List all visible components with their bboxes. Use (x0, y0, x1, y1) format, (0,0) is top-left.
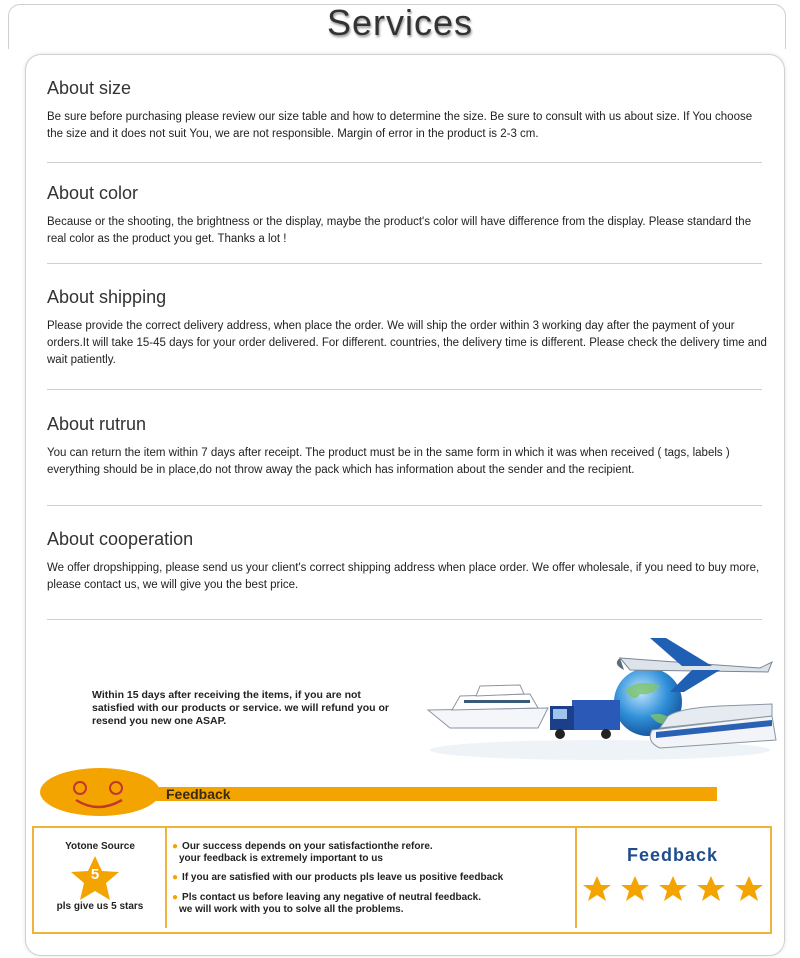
star-icon (583, 876, 611, 901)
section-body: Please provide the correct delivery address, when place the order. We will ship the order within 3 working day after the payment of your orders.It will take 15-45 days for your order delivered. For different. countries, the delivery time is different. Please check the delivery time and wait patiently. (47, 320, 767, 366)
star-icon (659, 876, 687, 901)
ship-icon (428, 685, 548, 728)
section-heading: About cooperation (47, 529, 194, 549)
star-icon (621, 876, 649, 901)
bullet-text: Pls contact us before leaving any negative of neutral feedback. (182, 892, 482, 903)
section-body: We offer dropshipping, please send us your client's correct shipping address when place order. We offer wholesale, if you need to buy more, please contact us, we will give you the best price. (47, 562, 760, 591)
refund-promo-text: Within 15 days after receiving the items, if you are not satisfied with our products or service. we will refund you or resend you new one ASAP. (92, 689, 389, 727)
source-name: Yotone Source (65, 841, 135, 852)
truck-icon (550, 700, 620, 739)
bullet-dot-icon: ● (172, 892, 179, 903)
divider (47, 162, 762, 163)
section-body: You can return the item within 7 days after receipt. The product must be in the same form in which it was when received ( tags, labels ) everything should be in place,do not throw away the pack which has information about the sender and the recipient. (47, 447, 730, 476)
bullet-text: Our success depends on your satisfactionthe refore. (182, 841, 433, 852)
section-about-color (47, 183, 767, 248)
feedback-bullet (172, 892, 481, 904)
feedback-bullet-continuation (179, 853, 383, 865)
feedback-bullet (172, 872, 503, 884)
star-icon (697, 876, 725, 901)
star-icon (735, 876, 763, 901)
section-body: Because or the shooting, the brightness or the display, maybe the product's color will have difference from the display. Please standard the real color as the product you get. Thanks a lot ! (47, 216, 752, 245)
bullet-text: we will work with you to solve all the problems. (179, 904, 404, 915)
feedback-title: Feedback (626, 845, 719, 865)
section-heading: About size (47, 78, 132, 98)
section-about-size (47, 78, 767, 143)
transport-illustration (420, 630, 780, 765)
five-stars-rating (582, 874, 767, 904)
page-title: Services (326, 2, 474, 43)
give-stars-text: pls give us 5 stars (56, 901, 144, 912)
feedback-bullet-continuation (179, 904, 404, 916)
feedback-banner-label: Feedback (166, 786, 231, 802)
divider (47, 389, 762, 390)
divider (47, 505, 762, 506)
bullet-text: If you are satisfied with our products pls leave us positive feedback (182, 872, 504, 883)
divider (47, 619, 762, 620)
divider (47, 263, 762, 264)
star-number: 5 (90, 866, 100, 883)
bullet-text: your feedback is extremely important to us (179, 853, 383, 864)
section-about-return (47, 414, 767, 479)
section-about-cooperation (47, 529, 767, 594)
bullet-dot-icon: ● (172, 872, 179, 883)
section-body: Be sure before purchasing please review our size table and how to determine the size. Be sure to consult with us about size. If You choose the size and it does not suit You, we are not responsible. Margin of error in the product is 2-3 cm. (47, 111, 753, 140)
bullet-dot-icon: ● (172, 841, 179, 852)
feedback-bullet (172, 841, 433, 853)
section-heading: About rutrun (47, 414, 147, 434)
section-heading: About color (47, 183, 139, 203)
section-about-shipping (47, 287, 767, 369)
feedback-banner (160, 787, 717, 801)
section-heading: About shipping (47, 287, 167, 307)
